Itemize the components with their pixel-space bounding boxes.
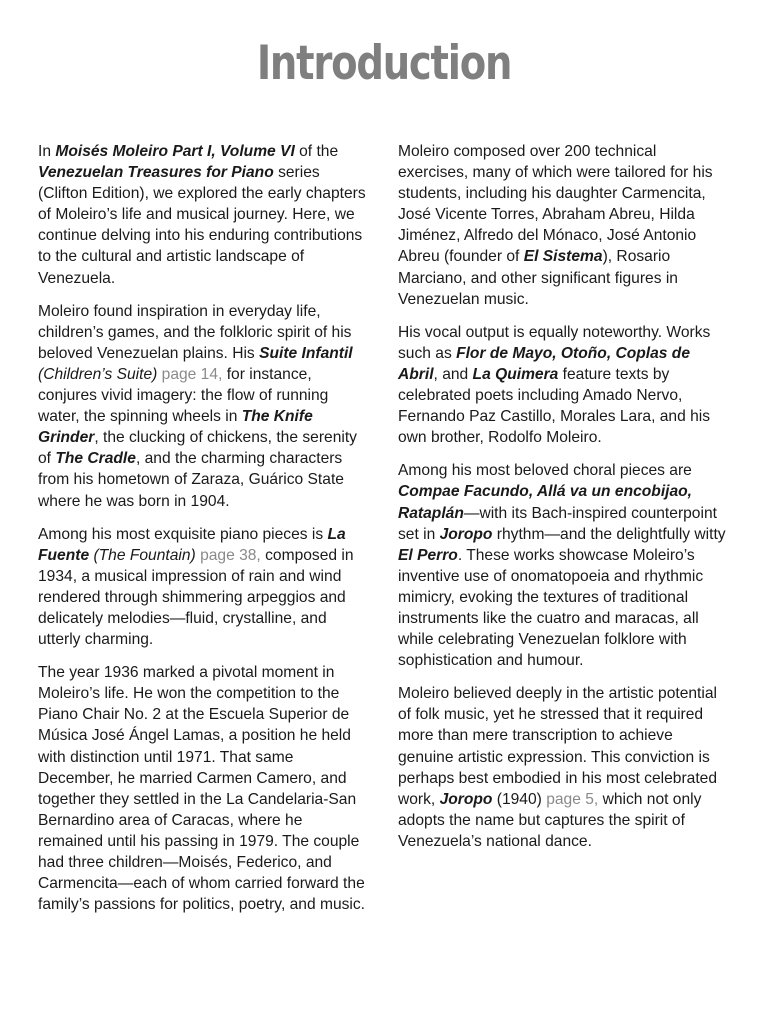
text: His vocal output is equally noteworthy. Works such as [398, 323, 711, 362]
text: composed in 1934, a musical impression of rain and wind rendered through shimmering arpeggios and delicately melodies—fluid, crystalline, and utterly charming. [38, 546, 354, 649]
paragraph-choral-pieces [398, 460, 728, 671]
text: rhythm—and the delightfully witty [492, 525, 726, 543]
work-title: La Fuente [38, 525, 346, 564]
text: Among his most exquisite piano pieces is [38, 525, 328, 543]
text: for instance, conjures vivid imagery: the flow of running water, the spinning wheels in [38, 365, 329, 426]
work-title: The Cradle [55, 450, 136, 468]
text: —with its Bach-inspired counterpoint set in [398, 504, 717, 543]
right-column [398, 141, 728, 864]
text: Among his most beloved choral pieces are [398, 462, 692, 480]
paragraph-suite-infantil [38, 301, 368, 512]
page-reference-link[interactable]: page 38, [195, 546, 261, 564]
work-title: Joropo [439, 790, 493, 808]
paragraph-la-fuente [38, 524, 368, 651]
work-title: El Perro [398, 546, 458, 564]
series-title: Venezuelan Treasures for Piano [38, 164, 274, 182]
work-translation: (The Fountain) [89, 546, 196, 564]
text: The year 1936 marked a pivotal moment in Moleiro’s life. He won the competition to the Piano Chair No. 2 at the Escuela Superior de Música José Ángel Lamas, a position he held with distinction until 1971. That same December, he married Carmen Camero, and together they settled in the La Candelaria-San Bernardino area of Caracas, where he remained until his passing in 1979. The couple had three children—Moisés, Federico, and Carmencita—each of whom carried forward the family’s passions for politics, poetry, and music. [38, 664, 366, 914]
page-reference-link[interactable]: page 5, [541, 790, 599, 808]
page-title: Introduction [256, 36, 512, 91]
work-title: La Quimera [472, 365, 559, 383]
text: Moleiro believed deeply in the artistic potential of folk music, yet he stressed that it required more than mere transcription to achieve genuine artistic expression. This conviction is perhaps best embodied in his most celebrated work, [398, 685, 717, 808]
left-column [38, 141, 368, 927]
work-title: El Sistema [523, 248, 603, 266]
work-title: Suite Infantil [259, 344, 353, 362]
text: (1940) [492, 790, 542, 808]
text: series (Clifton Edition), we explored the early chapters of Moleiro’s life and musical journey. Here, we continue delving into his enduring contributions to the cultural and artistic landscape of Venezuela. [38, 164, 366, 287]
text: Moleiro found inspiration in everyday life, children’s games, and the folkloric spirit of his beloved Venezuelan plains. His [38, 302, 352, 362]
work-title: Moisés Moleiro Part I, Volume VI [55, 143, 295, 160]
text: In [38, 143, 56, 160]
text: ), Rosario Marciano, and other significant figures in Venezuelan music. [398, 248, 678, 308]
text: , and [433, 365, 473, 383]
paragraph-technical-exercises [398, 141, 728, 310]
text: . These works showcase Moleiro’s inventive use of onomatopoeia and rhythmic mimicry, evoking the textures of traditional instruments like the cuatro and maracas, all while celebrating Venezuelan folklore with sophistication and humour. [398, 546, 704, 670]
work-title: The Knife Grinder [38, 408, 313, 447]
work-translation: (Children’s Suite) [38, 365, 158, 383]
paragraph-folk-music [398, 683, 728, 852]
text: of the [294, 143, 339, 160]
text: , the clucking of chickens, the serenity of [38, 429, 357, 468]
paragraph-1936 [38, 662, 368, 915]
text: , and the charming characters from his hometown of Zaraza, Guárico State where he was born in 1904. [38, 450, 344, 510]
text: Moleiro composed over 200 technical exercises, many of which were tailored for his students, including his daughter Carmencita, José Vicente Torres, Abraham Abreu, Hilda Jiménez, Alfredo del Mónaco, José Antonio Abreu (founder of [398, 143, 713, 266]
paragraph-volume-intro [38, 141, 368, 289]
text: which not only adopts the name but captures the spirit of Venezuela’s national dance. [398, 790, 702, 850]
work-title: Flor de Mayo, Otoño, Coplas de Abril [398, 344, 690, 383]
work-title: Joropo [439, 525, 493, 543]
page-reference-link[interactable]: page 14, [157, 365, 223, 383]
work-title: Compae Facundo, Allá va un encobijao, Rataplán [398, 483, 693, 522]
paragraph-vocal-output [398, 322, 728, 449]
text: feature texts by celebrated poets including Amado Nervo, Fernando Paz Castillo, Morales Lara, and his own brother, Rodolfo Moleiro. [398, 365, 711, 447]
